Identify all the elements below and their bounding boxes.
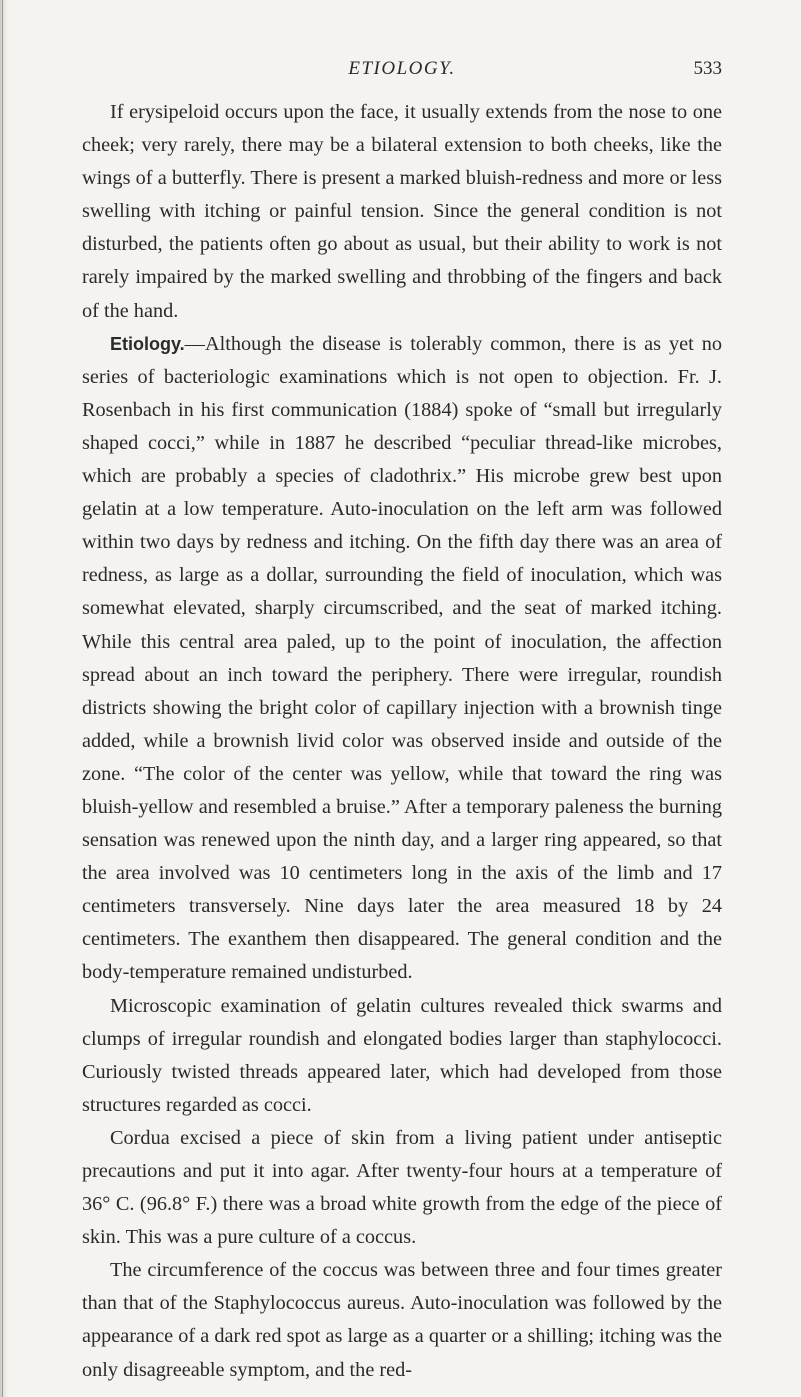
- page-header: [82, 58, 722, 88]
- paragraph-microscopic-exam: [82, 990, 722, 1122]
- paragraph-text: Microscopic examination of gelatin cultures revealed thick swarms and clumps of irregular roundish and elongated bodies larger than staphylococci. Curiously twisted threads appeared later, which had developed from those structures regarded as cocci.: [82, 994, 722, 1116]
- page-fold-line: [2, 0, 3, 1397]
- paragraph-text: —Although the disease is tolerably common, there is as yet no series of bacteriologic examinations which is not open to objection. Fr. J. Rosenbach in his first communication (1884) spoke of “small but irregularly shaped cocci,” while in 1887 he described “peculiar thread-like microbes, which are probably a species of cladothrix.” His microbe grew best upon gelatin at a low temperature. Auto-inoculation on the left arm was followed within two days by redness and itching. On the fifth day there was an area of redness, as large as a dollar, surrounding the field of inoculation, which was somewhat elevated, sharply circumscribed, and the seat of marked itching. While this central area paled, up to the point of inoculation, the affection spread about an inch toward the periphery. There were irregular, roundish districts showing the bright color of capillary injection with a brownish tinge added, while a brownish livid color was observed inside and outside of the zone. “The color of the center was yellow, while that toward the ring was bluish-yellow and resembled a bruise.” After a temporary paleness the burning sensation was renewed upon the ninth day, and a larger ring appeared, so that the area involved was 10 centimeters long in the axis of the limb and 17 centimeters transversely. Nine days later the area measured 18 by 24 centimeters. The exanthem then disappeared. The general condition and the body-temperature remained undisturbed.: [82, 332, 722, 984]
- paragraph-circumference: [82, 1254, 722, 1386]
- paragraph-text: Cordua excised a piece of skin from a living patient under antiseptic precautions and put it into agar. After twenty-four hours at a temperature of 36° C. (96.8° F.) there was a broad white growth from the edge of the piece of skin. This was a pure culture of a coccus.: [82, 1126, 722, 1249]
- section-heading-etiology: Etiology.: [110, 333, 185, 354]
- paragraph-text: The circumference of the coccus was between three and four times greater than that of the Staphylococcus aureus. Auto-inoculation was followed by the appearance of a dark red spot as large as a quarter or a shilling; itching was the only disagreeable symptom, and the red-: [82, 1259, 722, 1381]
- body-text: [82, 96, 722, 1387]
- paragraph-face-extension: [82, 96, 722, 328]
- paragraph-etiology: [82, 328, 722, 990]
- paragraph-cordua: [82, 1122, 722, 1254]
- paragraph-text: If erysipeloid occurs upon the face, it usually extends from the nose to one cheek; very rarely, there may be a bilateral extension to both cheeks, like the wings of a butterfly. There is present a marked bluish-redness and more or less swelling with itching or painful tension. Since the general condition is not disturbed, the patients often go about as usual, but their ability to work is not rarely impaired by the marked swelling and throbbing of the fingers and back of the hand.: [82, 101, 722, 322]
- running-title: ETIOLOGY.: [348, 58, 456, 79]
- page-number: 533: [693, 58, 722, 79]
